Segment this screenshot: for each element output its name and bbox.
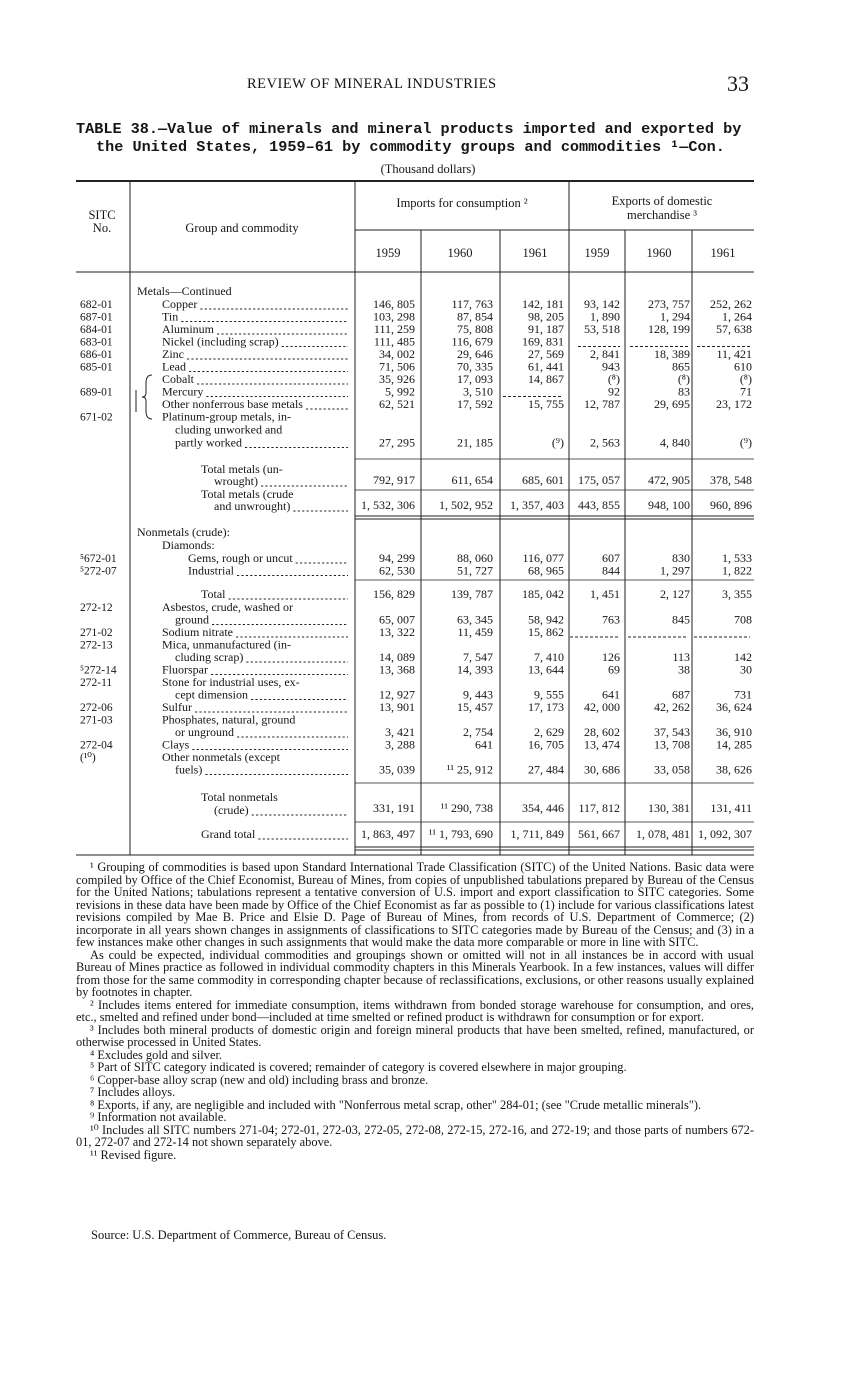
diamond-total-label: Total	[201, 587, 226, 601]
asbestos-line-1: Asbestos, crude, washed or	[162, 600, 293, 614]
sulfur-value-0: 13, 901	[379, 700, 415, 714]
metal-row-7-sitc: 689-01	[80, 386, 113, 399]
phosphates-value-0: 3, 421	[385, 725, 415, 739]
metal-row-5-value-5: 610	[734, 359, 752, 374]
metal-row-8-value-3: 12, 787	[584, 397, 620, 411]
fluorspar-sitc: ⁵272-14	[80, 664, 117, 677]
metal-row-8-value-0: 62, 521	[379, 397, 415, 411]
metal-row-2-value-0: 111, 259	[373, 322, 415, 336]
total-metals-crude-value-1: 1, 502, 952	[439, 498, 493, 512]
metal-row-0-value-4: 273, 757	[648, 297, 690, 311]
platinum-value-0: 27, 295	[379, 435, 415, 450]
clays-value-4: 13, 708	[654, 737, 690, 752]
phosphates-value-4: 37, 543	[654, 725, 690, 739]
header-year-1961: 1961	[710, 246, 736, 260]
other-nonmetals-value-5: 38, 626	[716, 762, 752, 777]
metal-row-0-value-5: 252, 262	[710, 297, 752, 311]
clays-sitc: 272-04	[80, 739, 113, 752]
diamond-row-0-value-4: 830	[672, 551, 690, 565]
metal-row-1-value-1: 87, 854	[457, 309, 493, 324]
mica-value-4: 113	[672, 650, 690, 664]
mica-value-0: 14, 089	[379, 650, 415, 664]
fluorspar-value-5: 30	[740, 662, 752, 677]
diamond-row-0-sitc: ⁵672-01	[80, 553, 117, 565]
mica-value-1: 7, 547	[463, 650, 493, 664]
total-nonmetals-value-0: 331, 191	[373, 801, 415, 815]
diamond-row-0-value-3: 607	[602, 551, 620, 565]
metal-row-2-value-1: 75, 808	[457, 322, 493, 336]
metal-row-0-value-3: 93, 142	[584, 297, 620, 311]
grand-total-value-3: 561, 667	[578, 827, 620, 841]
diamond-row-0-value-2: 116, 077	[522, 551, 564, 565]
total-nonmetals-2: (crude)	[214, 803, 249, 817]
metal-row-5-value-0: 71, 506	[379, 359, 415, 374]
diamond-total-value-5: 3, 355	[722, 587, 752, 601]
footnote-12: ¹¹ Revised figure.	[90, 1147, 177, 1162]
platinum-value-5: (⁹)	[739, 435, 752, 450]
metal-row-2-value-5: 57, 638	[716, 322, 752, 336]
metal-row-3-value-0: 111, 485	[373, 334, 415, 349]
footnote-6: ⁵ Part of SITC category indicated is covered; remainder of category is covered elsewhere in major grouping.	[90, 1060, 627, 1074]
diamond-row-0-value-5: 1, 533	[722, 551, 752, 565]
metal-row-6-value-3: (⁸)	[607, 372, 620, 386]
source-note: Source: U.S. Department of Commerce, Bureau of Census.	[91, 1228, 387, 1242]
platinum-value-1: 21, 185	[457, 435, 493, 450]
asbestos-value-0: 65, 007	[379, 612, 415, 627]
metal-row-7-value-1: 3, 510	[463, 384, 493, 399]
sulfur-value-1: 15, 457	[457, 700, 493, 714]
platinum-line-1: Platinum-group metals, in-	[162, 409, 291, 424]
stone-sitc: 272-11	[80, 677, 113, 689]
metal-row-6-value-5: (⁸)	[739, 372, 752, 386]
footnote-2: As could be expected, individual commodities and groupings shown or omitted will not in all instances be in accord with usual Bureau of Mines practice as followed in individual commodity chapters in this Minerals Yearbook. In a few instances, values will differ from those for the same commodity in corresponding chapter because of reclassifications, exclusions, or other reasons usually explained by footnotes in chapter.	[76, 947, 754, 999]
metal-row-3-sitc: 683-01	[80, 336, 113, 349]
sulfur-value-2: 17, 173	[528, 700, 564, 714]
footnote-10: ⁹ Information not available.	[90, 1110, 227, 1124]
phosphates-sitc: 271-03	[80, 714, 113, 727]
metal-row-4-label: Zinc	[162, 347, 184, 361]
metals-heading: Metals—Continued	[137, 284, 232, 298]
metal-row-8-label: Other nonferrous base metals	[162, 397, 303, 411]
footnote-1: ¹ Grouping of commodities is based upon Standard International Trade Classification (SITC) of the United Nations. Basic data were compiled by Office of the Chief Economist, Bureau of Mines, from copies of unpublished tabulations prepared by Bureau of the Census for the United Nations; tabulations represent a tentative conversion of U.S. import and export classification to SITC categories. Some revisions in these data have been made by Office of the Chief Economist as far as possible to (1) include for various classifications latest revisions compiled by Mae B. Price and Elsie D. Page of Bureau of Mines, from records of U.S. Department of Commerce; (2) incorporate in all years shown changes in assignments of classifications to SITC categories made by Bureau of the Census; and (3) in a few instances make other changes in such assignments that would make the data more comparable or more in line with SITC.	[76, 860, 754, 949]
metal-row-8-value-5: 23, 172	[716, 397, 752, 411]
page-number: 33	[727, 71, 749, 96]
total-metals-unwrought-value-3: 175, 057	[578, 473, 620, 487]
diamond-row-0-value-1: 88, 060	[457, 551, 493, 565]
header-exports-2: merchandise ³	[626, 208, 698, 222]
stone-value-2: 9, 555	[534, 687, 564, 702]
header-imports: Imports for consumption ²	[396, 196, 528, 210]
phosphates-value-1: 2, 754	[463, 725, 493, 739]
mica-value-3: 126	[602, 650, 620, 664]
stone-line-1: Stone for industrial uses, ex-	[162, 675, 300, 689]
mica-line-1: Mica, unmanufactured (in-	[162, 637, 291, 652]
metal-row-7-label: Mercury	[162, 384, 204, 399]
diamond-row-1-value-4: 1, 297	[660, 563, 690, 578]
fluorspar-value-0: 13, 368	[379, 662, 415, 677]
total-metals-crude-value-4: 948, 100	[648, 498, 690, 512]
mica-value-5: 142	[734, 650, 752, 664]
clays-value-3: 13, 474	[584, 737, 620, 752]
metal-row-1-value-2: 98, 205	[528, 309, 564, 324]
metal-row-2-label: Aluminum	[162, 322, 215, 336]
fluorspar-label: Fluorspar	[162, 662, 208, 677]
total-metals-crude-1: Total metals (crude	[201, 487, 294, 501]
total-metals-crude-2: and unwrought)	[214, 499, 291, 513]
grand-total-value-4: 1, 078, 481	[636, 827, 690, 841]
phosphates-value-2: 2, 629	[534, 725, 564, 739]
clays-value-0: 3, 288	[385, 737, 415, 752]
sodium-value-1: 11, 459	[457, 625, 493, 639]
footnote-8: ⁷ Includes alloys.	[90, 1085, 176, 1099]
metal-row-1-value-4: 1, 294	[660, 309, 690, 324]
platinum-value-2: (⁹)	[551, 435, 564, 450]
header-sitc-no: No.	[92, 221, 112, 235]
diamond-total-value-4: 2, 127	[660, 587, 690, 601]
asbestos-value-1: 63, 345	[457, 612, 493, 627]
metal-row-3-label: Nickel (including scrap)	[162, 334, 279, 349]
total-nonmetals-value-2: 354, 446	[522, 801, 564, 815]
sulfur-label: Sulfur	[162, 700, 192, 714]
diamond-total-value-0: 156, 829	[373, 587, 415, 601]
metal-row-4-value-4: 18, 389	[654, 347, 690, 361]
metal-row-5-value-4: 865	[672, 359, 690, 374]
total-nonmetals-value-4: 130, 381	[648, 801, 690, 815]
total-metals-unwrought-value-0: 792, 917	[373, 473, 415, 487]
units-note: (Thousand dollars)	[380, 162, 476, 176]
sulfur-value-5: 36, 624	[716, 700, 752, 714]
total-nonmetals-value-1: ¹¹ 290, 738	[440, 801, 493, 815]
mica-line-2: cluding scrap)	[175, 650, 244, 664]
fluorspar-value-2: 13, 644	[528, 662, 564, 677]
diamond-row-1-sitc: ⁵272-07	[80, 565, 117, 578]
header-group: Group and commodity	[185, 221, 299, 235]
metal-row-5-label: Lead	[162, 359, 186, 374]
grand-total-value-5: 1, 092, 307	[698, 827, 752, 841]
grand-total-value-0: 1, 863, 497	[361, 827, 415, 841]
other-nonmetals-value-3: 30, 686	[584, 762, 620, 777]
header-year-1960: 1960	[447, 246, 473, 260]
grand-total-value-2: 1, 711, 849	[510, 827, 564, 841]
stone-value-3: 641	[602, 687, 620, 702]
metal-row-6-value-4: (⁸)	[677, 372, 690, 386]
metal-row-8-value-2: 15, 755	[528, 397, 564, 411]
stone-line-2: cept dimension	[175, 687, 248, 702]
other-nonmetals-line-2: fuels)	[175, 762, 203, 777]
footnote-7: ⁶ Copper-base alloy scrap (new and old) including brass and bronze.	[90, 1072, 429, 1087]
other-nonmetals-sitc: (¹⁰)	[80, 752, 96, 764]
asbestos-value-3: 763	[602, 612, 620, 627]
total-nonmetals-value-5: 131, 411	[710, 801, 752, 815]
diamond-row-1-value-1: 51, 727	[457, 563, 493, 578]
metal-row-1-value-3: 1, 890	[590, 309, 620, 324]
metal-row-5-value-2: 61, 441	[528, 359, 564, 374]
phosphates-line-1: Phosphates, natural, ground	[162, 712, 296, 727]
header-sitc: SITC	[88, 208, 116, 222]
header-year-1961: 1961	[522, 246, 548, 260]
total-metals-unwrought-value-4: 472, 905	[648, 473, 690, 487]
mica-value-2: 7, 410	[534, 650, 564, 664]
platinum-value-3: 2, 563	[590, 435, 620, 450]
platinum-sitc: 671-02	[80, 411, 113, 424]
metal-row-4-value-3: 2, 841	[590, 347, 620, 361]
metal-row-6-value-0: 35, 926	[379, 372, 415, 386]
metal-row-4-sitc: 686-01	[80, 349, 113, 361]
total-metals-unwrought-value-1: 611, 654	[451, 473, 493, 487]
sodium-sitc: 271-02	[80, 627, 113, 639]
sodium-label: Sodium nitrate	[162, 625, 233, 639]
sulfur-value-3: 42, 000	[584, 700, 620, 714]
metal-row-7-value-4: 83	[678, 384, 690, 399]
metal-row-4-value-0: 34, 002	[379, 347, 415, 361]
caption-line-1: TABLE 38.—Value of minerals and mineral products imported and exported by	[76, 120, 742, 138]
other-nonmetals-value-0: 35, 039	[379, 762, 415, 777]
stone-value-1: 9, 443	[463, 687, 493, 702]
nonmetals-heading: Nonmetals (crude):	[137, 525, 230, 539]
footnote-9: ⁸ Exports, if any, are negligible and included with "Nonferrous metal scrap, other" 284-01; (see "Crude metallic minerals").	[90, 1097, 702, 1112]
metal-row-1-sitc: 687-01	[80, 311, 113, 324]
total-metals-crude-value-0: 1, 532, 306	[361, 498, 415, 512]
metal-row-1-label: Tin	[162, 309, 179, 324]
total-metals-crude-value-2: 1, 357, 403	[510, 498, 564, 512]
phosphates-value-5: 36, 910	[716, 725, 752, 739]
other-nonmetals-value-1: ¹¹ 25, 912	[446, 762, 493, 777]
clays-value-2: 16, 705	[528, 737, 564, 752]
diamond-row-1-value-0: 62, 530	[379, 563, 415, 578]
header-year-1960: 1960	[646, 246, 672, 260]
metal-row-5-value-1: 70, 335	[457, 359, 493, 374]
fluorspar-value-1: 14, 393	[457, 662, 493, 677]
total-metals-unwrought-value-5: 378, 548	[710, 473, 752, 487]
diamond-total-value-3: 1, 451	[590, 587, 620, 601]
clays-value-5: 14, 285	[716, 737, 752, 752]
diamond-total-value-1: 139, 787	[451, 587, 493, 601]
total-nonmetals-value-3: 117, 812	[578, 801, 620, 815]
platinum-line-3: partly worked	[175, 435, 242, 450]
metal-row-2-value-3: 53, 518	[584, 322, 620, 336]
diamond-row-0-label: Gems, rough or uncut	[188, 551, 293, 565]
metal-row-2-value-2: 91, 187	[528, 322, 564, 336]
total-metals-unwrought-1: Total metals (un-	[201, 462, 283, 476]
metal-row-5-sitc: 685-01	[80, 361, 113, 374]
fluorspar-value-4: 38	[678, 662, 690, 677]
diamond-row-1-value-5: 1, 822	[722, 563, 752, 578]
header-exports: Exports of domestic	[611, 194, 713, 208]
metal-row-0-value-2: 142, 181	[522, 297, 564, 311]
metal-row-7-value-0: 5, 992	[385, 384, 415, 399]
header-year-1959: 1959	[375, 246, 401, 260]
sulfur-value-4: 42, 262	[654, 700, 690, 714]
footnotes	[76, 861, 754, 1161]
stone-value-5: 731	[734, 687, 752, 702]
phosphates-line-2: or unground	[175, 725, 234, 739]
metal-row-4-value-5: 11, 421	[716, 347, 752, 361]
other-nonmetals-line-1: Other nonmetals (except	[162, 750, 280, 764]
metal-row-0-label: Copper	[162, 297, 198, 311]
phosphates-value-3: 28, 602	[584, 725, 620, 739]
running-title: REVIEW OF MINERAL INDUSTRIES	[247, 76, 497, 92]
metal-row-0-sitc: 682-01	[80, 299, 113, 311]
grand-total-label: Grand total	[201, 827, 256, 841]
header-year-1959: 1959	[584, 246, 610, 260]
sulfur-sitc: 272-06	[80, 702, 113, 714]
diamond-total-value-2: 185, 042	[522, 587, 564, 601]
mica-sitc: 272-13	[80, 639, 113, 652]
sodium-value-0: 13, 322	[379, 625, 415, 639]
metal-row-6-value-1: 17, 093	[457, 372, 493, 386]
asbestos-value-2: 58, 942	[528, 612, 564, 627]
other-nonmetals-value-4: 33, 058	[654, 762, 690, 777]
group-brace	[142, 375, 152, 419]
stone-value-4: 687	[672, 687, 690, 702]
footnote-4: ³ Includes both mineral products of domestic origin and foreign mineral products that have been smelted, refined, manufactured, or otherwise processed in United States.	[76, 1022, 754, 1049]
total-nonmetals-1: Total nonmetals	[201, 790, 278, 804]
asbestos-value-4: 845	[672, 612, 690, 627]
metal-row-8-value-4: 29, 695	[654, 397, 690, 411]
footnote-5: ⁴ Excludes gold and silver.	[90, 1047, 222, 1062]
metal-row-3-value-2: 169, 831	[522, 334, 564, 349]
footnote-3: ² Includes items entered for immediate consumption, items withdrawn from bonded storage warehouse for consumption, and ores, etc., smelted and refined under bond—included at time smelted or refined product is withdrawn for consumption or for export.	[76, 997, 754, 1024]
stone-value-0: 12, 927	[379, 687, 415, 702]
clays-value-1: 641	[475, 737, 493, 752]
total-metals-crude-value-3: 443, 855	[578, 498, 620, 512]
metal-row-4-value-2: 27, 569	[528, 347, 564, 361]
other-nonmetals-value-2: 27, 484	[528, 762, 564, 777]
asbestos-line-2: ground	[175, 612, 209, 627]
diamond-row-1-label: Industrial	[188, 563, 234, 578]
platinum-line-2: cluding unworked and	[175, 422, 283, 437]
metal-row-3-value-1: 116, 679	[451, 334, 493, 349]
metal-row-2-sitc: 684-01	[80, 324, 113, 336]
metal-row-6-value-2: 14, 867	[528, 372, 564, 386]
clays-label: Clays	[162, 737, 190, 752]
metal-row-6-label: Cobalt	[162, 372, 194, 386]
metal-row-4-value-1: 29, 646	[457, 347, 493, 361]
fluorspar-value-3: 69	[608, 662, 620, 677]
total-metals-unwrought-value-2: 685, 601	[522, 473, 564, 487]
metal-row-1-value-0: 103, 298	[373, 309, 415, 324]
metal-row-5-value-3: 943	[602, 359, 620, 374]
caption-line-2: the United States, 1959–61 by commodity groups and commodities ¹—Con.	[96, 138, 725, 156]
sodium-value-2: 15, 862	[528, 625, 564, 639]
platinum-value-4: 4, 840	[660, 435, 690, 450]
diamond-row-1-value-3: 844	[602, 563, 620, 578]
metal-row-0-value-1: 117, 763	[451, 297, 493, 311]
diamond-row-1-value-2: 68, 965	[528, 563, 564, 578]
metal-row-7-value-5: 71	[740, 384, 752, 399]
diamond-row-0-value-0: 94, 299	[379, 551, 415, 565]
metal-row-8-value-1: 17, 592	[457, 397, 493, 411]
metal-row-7-value-3: 92	[608, 384, 620, 399]
diamonds-heading: Diamonds:	[162, 538, 215, 552]
metal-row-1-value-5: 1, 264	[722, 309, 752, 324]
total-metals-unwrought-2: wrought)	[214, 474, 258, 488]
footnote-11: ¹⁰ Includes all SITC numbers 271-04; 272-01, 272-03, 272-05, 272-08, 272-15, 272-16, and 272-19; and those parts of numbers 672-01, 272-07 and 272-14 not shown separately above.	[76, 1122, 754, 1149]
metal-row-0-value-0: 146, 805	[373, 297, 415, 311]
metal-row-2-value-4: 128, 199	[648, 322, 690, 336]
asbestos-value-5: 708	[734, 612, 752, 627]
grand-total-value-1: ¹¹ 1, 793, 690	[428, 827, 493, 841]
total-metals-crude-value-5: 960, 896	[710, 498, 752, 512]
asbestos-sitc: 272-12	[80, 602, 113, 614]
